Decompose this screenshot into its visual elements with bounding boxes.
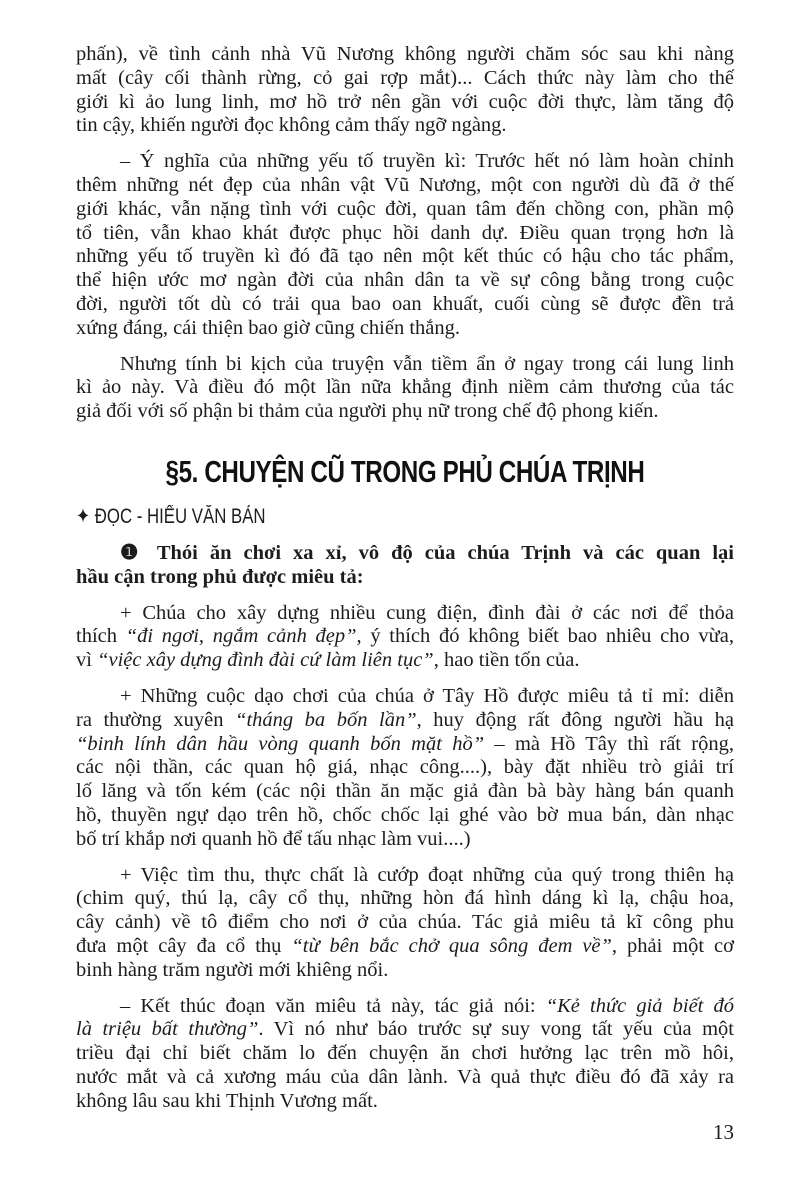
text-line xyxy=(76,114,734,138)
text-segment: giới khác, vẫn nặng tình với cuộc đời, quan tâm đến chồng con, phần mộ xyxy=(76,197,734,220)
text-line xyxy=(76,625,734,649)
text-line xyxy=(76,602,734,626)
text-line xyxy=(76,911,734,935)
question-heading xyxy=(76,542,734,590)
italic-quote: là triệu bất thường” xyxy=(76,1018,259,1041)
text-line xyxy=(76,733,734,757)
text-line xyxy=(76,804,734,828)
text-line xyxy=(76,685,734,709)
text-segment: + Những cuộc dạo chơi của chúa ở Tây Hồ được miêu tả tỉ mỉ: diễn xyxy=(120,684,734,707)
text-segment: hầu cận trong phủ được miêu tả: xyxy=(76,565,364,588)
text-segment: thích xyxy=(76,625,126,648)
text-line xyxy=(76,376,734,400)
text-segment: – Kết thúc đoạn văn miêu tả này, tác giả nói: xyxy=(120,994,546,1017)
text-line xyxy=(76,959,734,983)
text-segment: tổ tiên, vẫn khao khát được phục hồi danh dự. Điều quan trọng hơn là xyxy=(76,221,734,244)
text-segment: kì ảo này. Và điều đó một lần nữa khẳng định niềm cảm thương của tác xyxy=(76,376,734,399)
text-segment: ❶ Thói ăn chơi xa xỉ, vô độ của chúa Trịnh và các quan lại xyxy=(120,541,734,564)
text-segment: mất (cây cối thành rừng, cỏ gai rợp mắt)... Cách thức này làm cho thế xyxy=(76,66,734,89)
text-line xyxy=(76,91,734,115)
paragraph xyxy=(76,864,734,983)
text-line xyxy=(76,198,734,222)
text-line xyxy=(76,887,734,911)
text-line xyxy=(76,269,734,293)
paragraph xyxy=(76,602,734,673)
italic-quote: “tháng ba bốn lần” xyxy=(235,708,417,731)
text-line xyxy=(76,43,734,67)
text-segment: . Vì nó như báo trước sự suy vong tất yếu của một xyxy=(258,1018,735,1041)
intro-paragraphs xyxy=(76,43,734,424)
text-segment: binh hàng trăm người mới khiêng nổi. xyxy=(76,958,389,981)
paragraph xyxy=(76,353,734,424)
text-segment: cây cảnh) về tô điểm cho nơi ở của chúa. Tác giả miêu tả kĩ công phu xyxy=(76,911,734,934)
text-line xyxy=(76,1090,734,1114)
text-segment: những yếu tố truyền kì đó đã tạo nên một kết thúc có hậu cho tác phẩm, xyxy=(76,245,734,268)
text-line xyxy=(76,174,734,198)
page-content xyxy=(76,43,734,1113)
paragraph xyxy=(76,43,734,138)
text-line xyxy=(76,828,734,852)
paragraph xyxy=(76,995,734,1114)
text-segment: đời, người tốt dù có trải qua bao oan khuất, cuối cùng sẽ được đền trả xyxy=(76,292,734,315)
text-segment: các nội thần, các quan hộ giá, nhạc công....), bày đặt nhiều trò giải trí xyxy=(76,756,734,779)
text-line xyxy=(76,780,734,804)
page-number: 13 xyxy=(713,1120,734,1144)
paragraph xyxy=(76,150,734,340)
text-line xyxy=(76,566,734,590)
italic-quote: “binh lính dân hầu vòng quanh bốn mặt hồ” xyxy=(76,732,485,755)
section-subheading: ✦ ĐỌC - HIỂU VĂN BẢN xyxy=(76,504,266,528)
text-line xyxy=(76,995,734,1019)
text-segment: vì xyxy=(76,649,98,672)
text-segment: Nhưng tính bi kịch của truyện vẫn tiềm ẩn ở ngay trong cái lung linh xyxy=(120,352,734,375)
text-line xyxy=(76,317,734,341)
text-segment: thêm những nét đẹp của nhân vật Vũ Nương, một con người dù đã ở thế xyxy=(76,173,734,196)
text-segment: hồ, thuyền ngự dạo trên hồ, chốc chốc lại ghé vào bờ mua bán, dàn nhạc xyxy=(76,803,734,826)
text-segment: đưa một cây đa cổ thụ xyxy=(76,934,292,957)
text-line xyxy=(76,400,734,424)
text-segment: ra thường xuyên xyxy=(76,708,236,731)
text-segment: , hao tiền tốn của. xyxy=(433,649,580,672)
paragraph xyxy=(76,685,734,852)
text-line xyxy=(76,150,734,174)
text-segment: xứng đáng, cái thiện bao giờ cũng chiến thắng. xyxy=(76,316,461,339)
text-line xyxy=(76,649,734,673)
text-segment: + Chúa cho xây dựng nhiều cung điện, đình đài ở các nơi để thỏa xyxy=(120,601,734,624)
text-segment: , huy động rất đông người hầu hạ xyxy=(416,708,735,731)
text-line xyxy=(76,222,734,246)
italic-quote: “việc xây dựng đình đài cứ làm liên tục” xyxy=(97,649,434,672)
italic-quote: “Kẻ thức giả biết đó xyxy=(545,994,734,1017)
text-segment: , ý thích đó không biết bao nhiêu cho vừa, xyxy=(356,625,734,648)
italic-quote: “đi ngơi, ngắm cảnh đẹp” xyxy=(125,625,357,648)
text-segment: nước mắt và cả xương máu của dân lành. Và quả thực điều đó đã xảy ra xyxy=(76,1065,734,1088)
text-line xyxy=(76,353,734,377)
text-line xyxy=(76,1042,734,1066)
text-line xyxy=(76,67,734,91)
text-segment: không lâu sau khi Thịnh Vương mất. xyxy=(76,1089,378,1112)
text-segment: (chim quý, thú lạ, cây cổ thụ, những hòn đá hình dáng kì lạ, chậu hoa, xyxy=(76,887,734,910)
text-segment: + Việc tìm thu, thực chất là cướp đoạt những của quý trong thiên hạ xyxy=(120,863,734,886)
italic-quote: “từ bên bắc chở qua sông đem về” xyxy=(291,934,612,957)
text-line xyxy=(76,245,734,269)
text-segment: – Ý nghĩa của những yếu tố truyền kì: Trước hết nó làm hoàn chỉnh xyxy=(120,150,734,173)
text-line xyxy=(76,542,734,566)
text-line xyxy=(76,864,734,888)
text-line xyxy=(76,293,734,317)
answer-paragraphs xyxy=(76,602,734,1114)
text-segment: tin cậy, khiến người đọc không cảm thấy ngỡ ngàng. xyxy=(76,114,507,137)
text-segment: giới kì ảo lung linh, mơ hồ trở nên gần với cuộc đời thực, làm tăng độ xyxy=(76,90,734,113)
text-segment: lố lăng và tốn kém (các nội thần ăn mặc giả đàn bà bày hàng bán quanh xyxy=(76,780,734,803)
text-line xyxy=(76,756,734,780)
text-segment: bố trí khắp nơi quanh hồ để tấu nhạc làm vui....) xyxy=(76,827,471,850)
text-segment: triều đại chỉ biết chăm lo đến chuyện ăn chơi hưởng lạc trên mồ hôi, xyxy=(76,1042,734,1065)
text-segment: phấn), về tình cảnh nhà Vũ Nương không người chăm sóc sau khi nàng xyxy=(76,43,734,65)
text-segment: – mà Hồ Tây thì rất rộng, xyxy=(484,732,734,755)
text-segment: , phải một cơ xyxy=(611,934,734,957)
text-line xyxy=(76,709,734,733)
text-line xyxy=(76,1018,734,1042)
text-line xyxy=(76,1066,734,1090)
text-segment: thể hiện ước mơ ngàn đời của nhân dân ta về sự công bằng trong cuộc xyxy=(76,269,734,292)
text-line xyxy=(76,935,734,959)
text-segment: giả đối với số phận bi thảm của người phụ nữ trong chế độ phong kiến. xyxy=(76,400,659,423)
section-title: §5. CHUYỆN CŨ TRONG PHỦ CHÚA TRỊNH xyxy=(165,453,645,489)
